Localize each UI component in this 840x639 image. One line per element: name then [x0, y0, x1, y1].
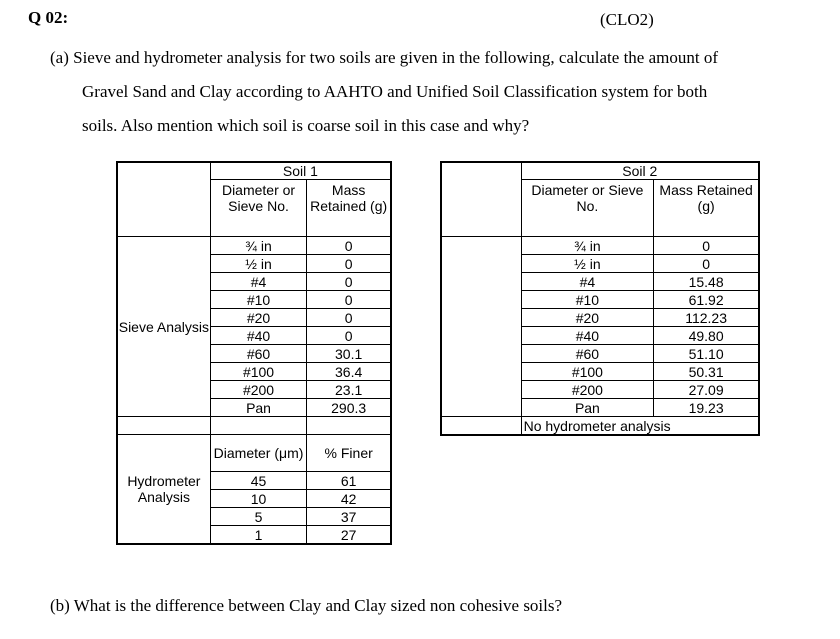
soil2-mass-cell: 27.09 — [654, 381, 759, 399]
soil1-table — [117, 162, 391, 544]
soil2-row — [442, 163, 759, 180]
soil1-sieve-cell: #100 — [210, 363, 307, 381]
soil1-hydro-finer-cell: 37 — [307, 508, 391, 526]
soil1-mass-cell: 0 — [307, 309, 391, 327]
soil1-mass-cell: 0 — [307, 255, 391, 273]
soil2-sieve-cell: Pan — [521, 399, 654, 417]
soil2-mass-cell: 51.10 — [654, 345, 759, 363]
soil1-mass-cell: 0 — [307, 291, 391, 309]
soil1-title: Soil 1 — [210, 163, 390, 180]
soil2-sieve-cell: #60 — [521, 345, 654, 363]
soil2-mass-cell: 15.48 — [654, 273, 759, 291]
soil1-header-blank — [118, 163, 211, 237]
soil1-hydro-diameter-cell: 5 — [210, 508, 307, 526]
soil1-sieve-cell: #60 — [210, 345, 307, 363]
soil1-sieve-cell: ½ in — [210, 255, 307, 273]
soil2-mass-cell: 0 — [654, 255, 759, 273]
soil2-table — [441, 162, 759, 435]
soil1-col-diameter: Diameter or Sieve No. — [210, 180, 307, 237]
soil1-sieve-row — [118, 237, 391, 255]
soil2-mass-cell: 49.80 — [654, 327, 759, 345]
soil1-col-mass: Mass Retained (g) — [307, 180, 391, 237]
soil2-col-diameter: Diameter or Sieve No. — [521, 180, 654, 237]
soil1-sieve-cell: #40 — [210, 327, 307, 345]
soil1-hydro-label: Hydrometer Analysis — [118, 435, 211, 544]
soil2-col-mass: Mass Retained (g) — [654, 180, 759, 237]
soil2-mass-cell: 0 — [654, 237, 759, 255]
soil2-sieve-row — [442, 237, 759, 255]
soil2-row — [442, 417, 759, 435]
soil1-spacer — [210, 417, 307, 435]
soil2-note: No hydrometer analysis — [521, 417, 758, 435]
soil2-sieve-cell: ¾ in — [521, 237, 654, 255]
soil2-mass-cell: 61.92 — [654, 291, 759, 309]
soil1-sieve-label: Sieve Analysis — [118, 237, 211, 417]
soil1-spacer — [307, 417, 391, 435]
soil1-row — [118, 417, 391, 435]
soil1-mass-cell: 0 — [307, 237, 391, 255]
soil2-sieve-cell: #20 — [521, 309, 654, 327]
soil1-spacer — [118, 417, 211, 435]
soil2-sieve-cell: #200 — [521, 381, 654, 399]
soil2-mass-cell: 112.23 — [654, 309, 759, 327]
clo-label: (CLO2) — [600, 10, 654, 29]
soil1-sieve-cell: ¾ in — [210, 237, 307, 255]
part-a-line-1: (a) Sieve and hydrometer analysis for two soils are given in the following, calculate the amount of — [50, 48, 718, 67]
soil1-mass-cell: 0 — [307, 273, 391, 291]
soil1-sieve-cell: #200 — [210, 381, 307, 399]
soil1-hydro-col-finer: % Finer — [307, 435, 391, 472]
soil2-title: Soil 2 — [521, 163, 758, 180]
soil1-row — [118, 163, 391, 180]
soil2-mass-cell: 19.23 — [654, 399, 759, 417]
soil2-sieve-label-blank — [442, 237, 522, 417]
soil1-sieve-cell: #4 — [210, 273, 307, 291]
soil1-sieve-cell: #10 — [210, 291, 307, 309]
soil2-sieve-cell: #100 — [521, 363, 654, 381]
soil2-note-blank — [442, 417, 522, 435]
soil2-header-blank — [442, 163, 522, 237]
soil1-sieve-cell: Pan — [210, 399, 307, 417]
soil2-mass-cell: 50.31 — [654, 363, 759, 381]
part-b-text: (b) What is the difference between Clay and Clay sized non cohesive soils? — [50, 596, 563, 615]
soil1-mass-cell: 23.1 — [307, 381, 391, 399]
soil2-sieve-cell: ½ in — [521, 255, 654, 273]
soil1-row — [118, 435, 391, 472]
soil1-sieve-cell: #20 — [210, 309, 307, 327]
part-a-line-3: soils. Also mention which soil is coarse soil in this case and why? — [82, 116, 530, 135]
soil1-hydro-diameter-cell: 1 — [210, 526, 307, 544]
soil1-mass-cell: 30.1 — [307, 345, 391, 363]
part-a-text — [50, 41, 830, 143]
soil1-hydro-diameter-cell: 45 — [210, 472, 307, 490]
soil1-hydro-finer-cell: 61 — [307, 472, 391, 490]
soil1-hydro-finer-cell: 27 — [307, 526, 391, 544]
soil2-sieve-cell: #4 — [521, 273, 654, 291]
soil1-mass-cell: 36.4 — [307, 363, 391, 381]
soil1-mass-cell: 0 — [307, 327, 391, 345]
soil2-sieve-cell: #10 — [521, 291, 654, 309]
part-a-line-2: Gravel Sand and Clay according to AAHTO and Unified Soil Classification system for both — [82, 82, 708, 101]
soil1-hydro-diameter-cell: 10 — [210, 490, 307, 508]
soil2-sieve-cell: #40 — [521, 327, 654, 345]
soil1-mass-cell: 290.3 — [307, 399, 391, 417]
soil1-hydro-col-diameter: Diameter (μm) — [210, 435, 307, 472]
question-number: Q 02: — [28, 8, 69, 27]
soil1-hydro-finer-cell: 42 — [307, 490, 391, 508]
